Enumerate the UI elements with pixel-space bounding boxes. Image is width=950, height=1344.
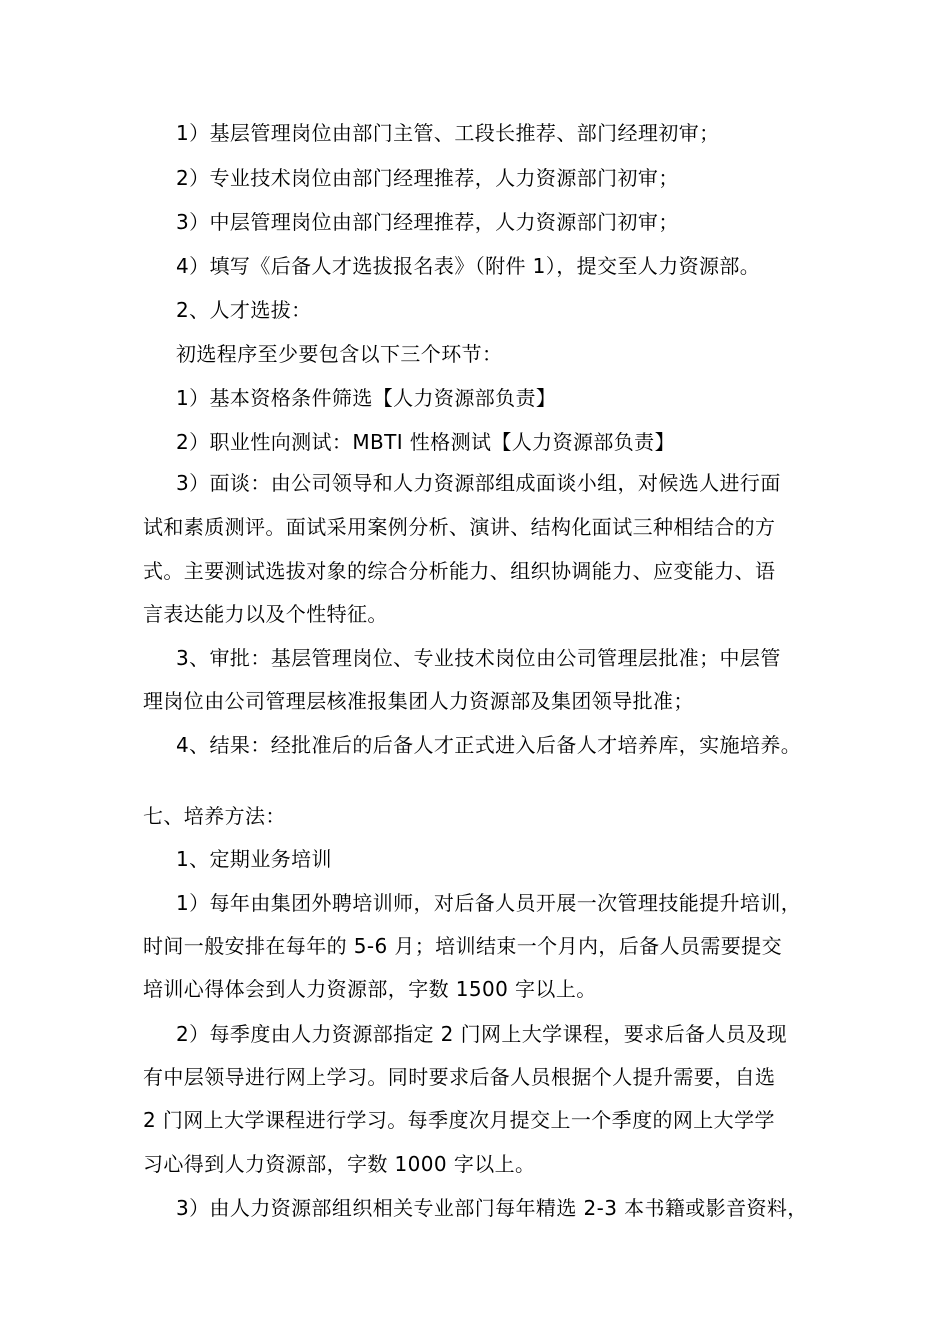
text-line: 3）中层管理岗位由部门经理推荐，人力资源部门初审； [176, 210, 679, 234]
text-line: 1）基层管理岗位由部门主管、工段长推荐、部门经理初审； [176, 121, 720, 145]
text-line: 2）每季度由人力资源部指定 2 门网上大学课程，要求后备人员及现 [176, 1022, 787, 1046]
section-heading: 2、人才选拔： [176, 298, 312, 322]
section-heading: 七、培养方法： [143, 804, 286, 828]
text-line: 4）填写《后备人才选拔报名表》（附件 1），提交至人力资源部。 [176, 254, 761, 278]
text-line: 3、审批：基层管理岗位、专业技术岗位由公司管理层批准；中层管 [176, 646, 781, 670]
text-line: 有中层领导进行网上学习。同时要求后备人员根据个人提升需要，自选 [143, 1065, 776, 1089]
text-line: 2 门网上大学课程进行学习。每季度次月提交上一个季度的网上大学学 [143, 1108, 775, 1132]
text-line: 4、结果：经批准后的后备人才正式进入后备人才培养库，实施培养。 [176, 733, 802, 757]
text-line: 1）每年由集团外聘培训师，对后备人员开展一次管理技能提升培训， [176, 891, 802, 915]
text-line: 2）专业技术岗位由部门经理推荐，人力资源部门初审； [176, 166, 679, 190]
text-line: 试和素质测评。面试采用案例分析、演讲、结构化面试三种相结合的方 [143, 515, 776, 539]
text-line: 2）职业性向测试：MBTI 性格测试【人力资源部负责】 [176, 430, 675, 454]
text-line: 言表达能力以及个性特征。 [143, 602, 388, 626]
text-line: 习心得到人力资源部，字数 1000 字以上。 [143, 1152, 536, 1176]
text-line: 3）由人力资源部组织相关专业部门每年精选 2-3 本书籍或影音资料， [176, 1196, 808, 1220]
text-line: 理岗位由公司管理层核准报集团人力资源部及集团领导批准； [143, 689, 694, 713]
text-line: 培训心得体会到人力资源部，字数 1500 字以上。 [143, 977, 597, 1001]
text-line: 1）基本资格条件筛选【人力资源部负责】 [176, 386, 557, 410]
text-line: 时间一般安排在每年的 5-6 月；培训结束一个月内，后备人员需要提交 [143, 934, 782, 958]
text-line: 初选程序至少要包含以下三个环节： [176, 342, 503, 366]
text-line: 3）面谈：由公司领导和人力资源部组成面谈小组，对候选人进行面 [176, 471, 781, 495]
subsection-heading: 1、定期业务培训 [176, 847, 332, 871]
text-line: 式。主要测试选拔对象的综合分析能力、组织协调能力、应变能力、语 [143, 559, 776, 583]
